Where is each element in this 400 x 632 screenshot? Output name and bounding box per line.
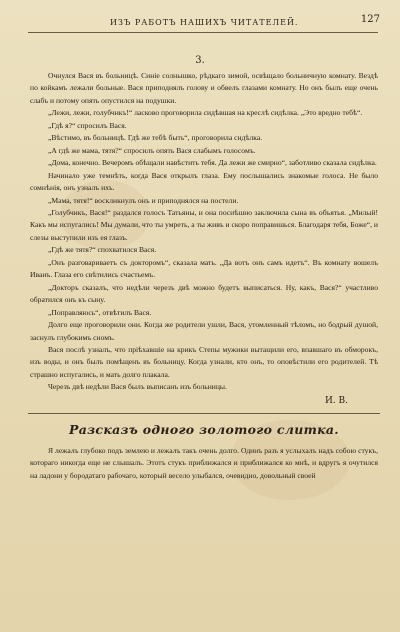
paragraph: „Онъ разговариваетъ съ докторомъ“, сказала мать. „Да вотъ онъ самъ идетъ“. Въ комнату вошелъ Иванъ. Глаза его свѣтились счастьемъ. xyxy=(30,257,378,280)
author-signature: И. В. xyxy=(324,395,348,406)
paragraph: „Голубчикъ, Вася!“ раздался голосъ Татьяны, и она посиѣшно заключила сына въ объятья. „Милый! Какъ мы испугались! Мы думали, что ты умреть, а ты живъ и скоро поправишься. Благодаря тебя, Боже“, и слезы выступили изъ ея глазъ. xyxy=(30,207,378,242)
header-rule xyxy=(28,32,378,33)
paragraph: „Мама, тятя!“ воскликнулъ онъ и приподнялся на постели. xyxy=(48,195,239,205)
paragraph: Начинало уже темнѣть, когда Вася открылъ глаза. Ему послышались знакомые голоса. Не было сомнѣнія, онъ узналъ ихъ. xyxy=(30,170,378,193)
paragraph: „Дома, конечно. Вечеромъ обѣщали навѣстить тебя. Да лежи же смирно“, заботливо сказала сидѣлка. xyxy=(48,158,377,168)
paragraph: „Гдѣ же тятя?“ спохватился Вася. xyxy=(48,245,157,255)
paragraph: Долго еще проговорили они. Когда же родители ушли, Вася, утомленный тѣломъ, но бодрый душой, заснулъ глубокимъ сномъ. xyxy=(30,320,378,342)
running-header xyxy=(60,10,380,28)
paragraph: „Докторъ сказалъ, что недѣли черезъ двѣ можно будетъ выписаться. Ну, какъ, Вася?“ участливо обратился онъ къ сыну. xyxy=(30,282,378,305)
paragraph: Очнулся Вася въ больницѣ. Синіе солнышко, рѣдкаго зимой, освѣщало больничную комнату. Вездѣ по койкамъ лежали больные. Вася приподнялъ голову и обвелъ глазами комнату. Но онъ былъ еще очень слабъ и потому опять опустился на подушки. xyxy=(30,71,378,105)
paragraph: „Гдѣ я?“ спросилъ Вася. xyxy=(48,120,127,130)
section-divider xyxy=(28,413,380,414)
running-title: ИЗЪ РАБОТЪ НАШИХЪ ЧИТАТЕЛЕЙ. xyxy=(110,18,299,27)
story-title: Разсказъ одного золотого слитка. xyxy=(69,421,339,437)
paragraph: Вася послѣ узналъ, что пріѣхавшіе на крикъ Степы мужики вытащили его, впавшаго въ обморокъ, изъ воды, и онъ былъ помѣщенъ въ больницу. Когда узнали, кто онъ, то оповѣстили его родителей. Тѣ страшно испугались, и мать долго плакала. xyxy=(30,344,378,379)
paragraph: Черезъ двѣ недѣли Вася былъ выписанъ изъ больницы. xyxy=(48,382,227,392)
page-number: 127 xyxy=(360,14,380,25)
paragraph: „А гдѣ же мама, тятя?“ спросилъ опять Вася слабымъ голосомъ. xyxy=(48,145,256,155)
paragraph: „Поправляюсь“, отвѣтилъ Вася. xyxy=(48,307,152,317)
page-body xyxy=(30,70,378,482)
section-number: 3. xyxy=(195,55,205,66)
story-paragraph: Я лежалъ глубоко подъ землею и лежалъ такъ очень долго. Одинъ разъ я услыхалъ надъ собою стукъ, котораго никогда еще не слышалъ. Этотъ стукъ приближался и приближался ко мнѣ, и вдругъ я очутился на ладони у бородатаго рабочаго, который весело улыбался, очевидно, довольный своей xyxy=(30,445,378,480)
paragraph: „Вѣстимо, въ больницѣ. Гдѣ же тебѣ быть“, проговорила сидѣлка. xyxy=(48,133,263,143)
paragraph: „Лежи, лежи, голубчикъ!“ ласково проговорила сидѣвшая на креслѣ сидѣлка. „Это вредно тебѣ“. xyxy=(48,108,363,118)
